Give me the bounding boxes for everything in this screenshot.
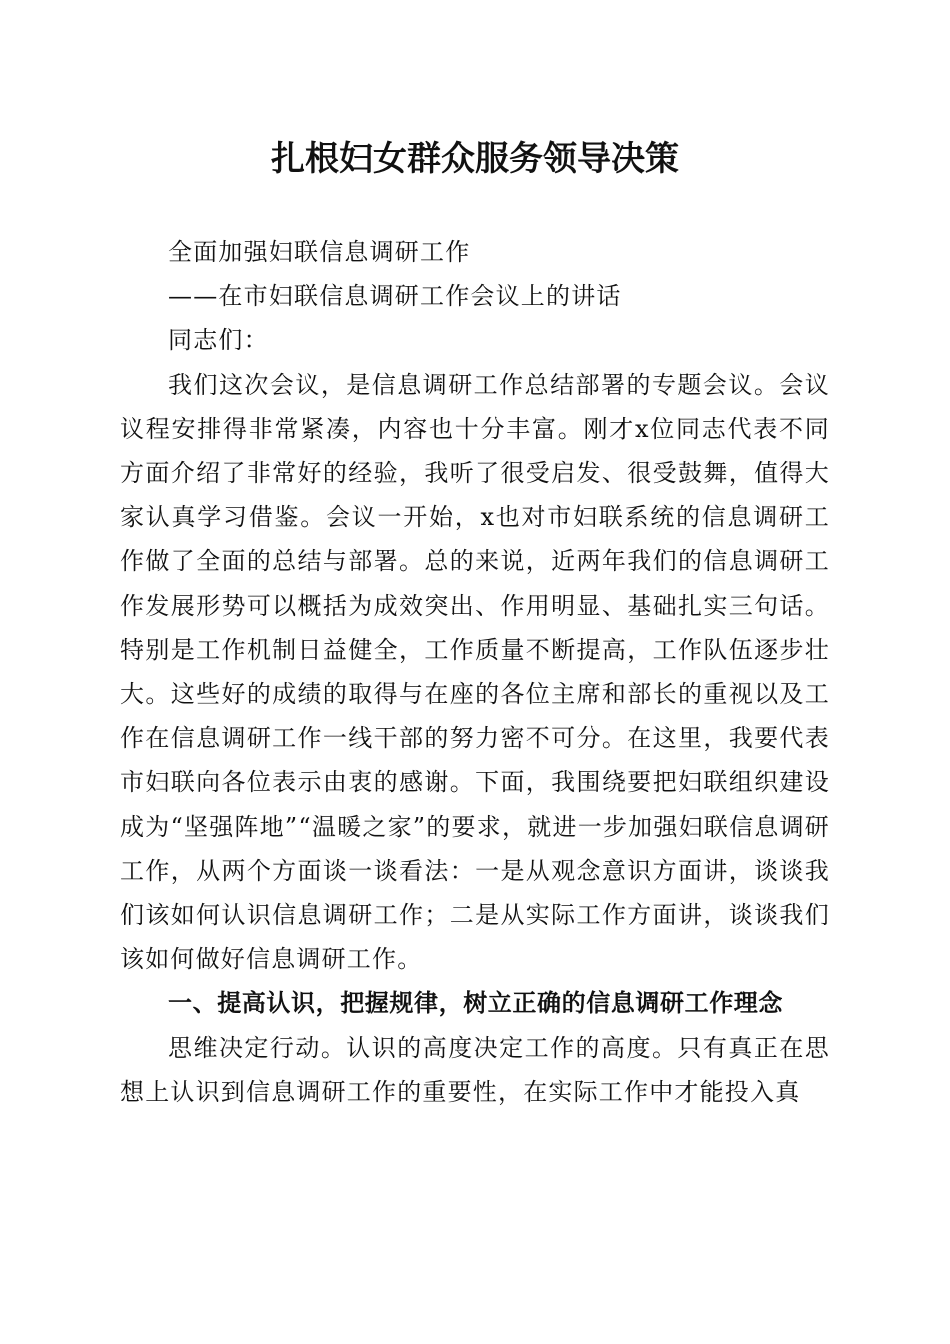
body-paragraph: 思维决定行动。认识的高度决定工作的高度。只有真正在思想上认识到信息调研工作的重要性，在实际工作中才能投入真 (120, 1033, 830, 1106)
speech-subheading: ——在市妇联信息调研工作会议上的讲话 (168, 282, 622, 311)
document-body (120, 230, 830, 1114)
body-paragraph: 我们这次会议，是信息调研工作总结部署的专题会议。会议议程安排得非常紧凑，内容也十分丰富。刚才x位同志代表不同方面介绍了非常好的经验，我听了很受启发、很受鼓舞，值得大家认真学习借鉴。会议一开始，x也对市妇联系统的信息调研工作做了全面的总结与部署。总的来说，近两年我们的信息调研工作发展形势可以概括为成效突出、作用明显、基础扎实三句话。特别是工作机制日益健全，工作质量不断提高，工作队伍逐步壮大。这些好的成绩的取得与在座的各位主席和部长的重视以及工作在信息调研工作一线干部的努力密不可分。在这里，我要代表市妇联向各位表示由衷的感谢。下面，我围绕要把妇联组织建设成为“坚强阵地”“温暖之家”的要求，就进一步加强妇联信息调研工作，从两个方面谈一谈看法：一是从观念意识方面讲，谈谈我们该如何认识信息调研工作；二是从实际工作方面讲，谈谈我们该如何做好信息调研工作。 (120, 370, 830, 974)
document-title: 扎根妇女群众服务领导决策 (271, 139, 679, 179)
salutation: 同志们： (168, 326, 269, 355)
section-heading: 一、提高认识，把握规律，树立正确的信息调研工作理念 (168, 989, 783, 1018)
speech-title: 全面加强妇联信息调研工作 (168, 238, 471, 266)
